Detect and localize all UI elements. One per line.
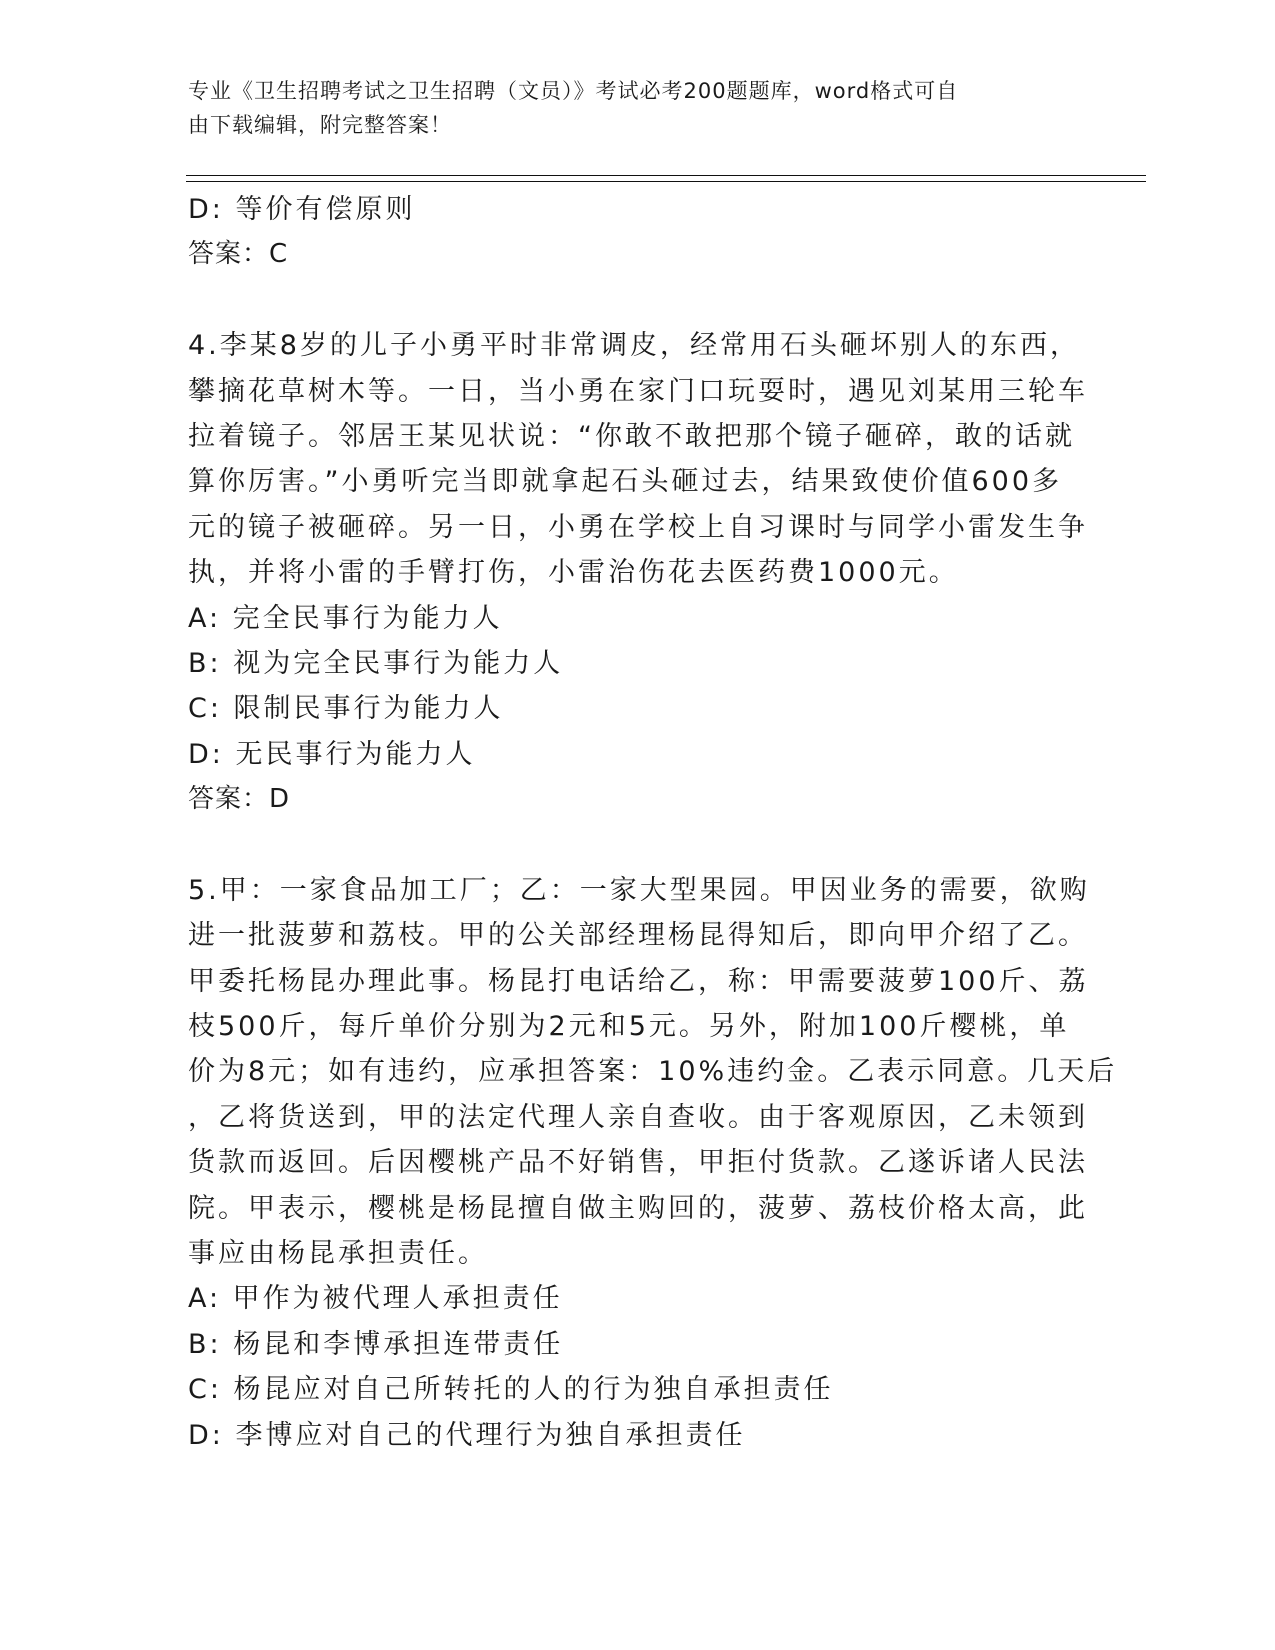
q4-option-d: D: 无民事行为能力人	[188, 738, 476, 770]
q5-stem-line: 进一批菠萝和荔枝。甲的公关部经理杨昆得知后，即向甲介绍了乙。	[188, 920, 1088, 952]
question-5	[188, 868, 1118, 1458]
q4-stem-line: 攀摘花草树木等。一日，当小勇在家门口玩耍时，遇见刘某用三轮车	[188, 375, 1088, 407]
q5-stem-line: ，乙将货送到，甲的法定代理人亲自查收。由于客观原因，乙未领到	[188, 1101, 1088, 1133]
q4-stem-line: 执，并将小雷的手臂打伤，小雷治伤花去医药费1000元。	[188, 557, 959, 589]
q4-option-a: A: 完全民事行为能力人	[188, 602, 503, 634]
document-header	[188, 74, 1088, 142]
spacer	[188, 278, 1088, 323]
question-4	[188, 323, 1088, 822]
q5-option-d: D: 李博应对自己的代理行为独自承担责任	[188, 1419, 746, 1451]
q5-stem-line: 事应由杨昆承担责任。	[188, 1237, 488, 1269]
q4-option-b: B: 视为完全民事行为能力人	[188, 647, 564, 679]
q5-option-c: C: 杨昆应对自己所转托的人的行为独自承担责任	[188, 1374, 834, 1406]
header-divider-top	[186, 175, 1146, 176]
prev-option-d: D: 等价有偿原则	[188, 194, 416, 225]
q4-stem-line: 拉着镜子。邻居王某见状说：“你敢不敢把那个镜子砸碎，敢的话就	[188, 420, 1075, 452]
q5-stem-line: 院。甲表示，樱桃是杨昆擅自做主购回的，菠萝、荔枝价格太高，此	[188, 1192, 1088, 1224]
q4-stem-line: 元的镜子被砸碎。另一日，小勇在学校上自习课时与同学小雷发生争	[188, 511, 1088, 543]
header-title-line-2: 由下载编辑，附完整答案！	[188, 113, 452, 137]
prev-answer: 答案：C	[188, 239, 289, 270]
document-body	[188, 187, 1118, 1458]
q4-stem-line: 4.李某8岁的儿子小勇平时非常调皮，经常用石头砸坏别人的东西，	[188, 330, 1080, 362]
header-title-line-1: 专业《卫生招聘考试之卫生招聘（文员）》考试必考200题题库，word格式可自	[188, 79, 959, 103]
q5-option-b: B: 杨昆和李博承担连带责任	[188, 1328, 564, 1360]
q4-answer: 答案：D	[188, 784, 291, 815]
q5-stem-line: 价为8元；如有违约，应承担答案：10%违约金。乙表示同意。几天后	[188, 1056, 1118, 1088]
header-divider-bottom	[186, 181, 1146, 182]
q5-stem-line: 货款而返回。后因樱桃产品不好销售，甲拒付货款。乙遂诉诸人民法	[188, 1147, 1088, 1179]
q5-stem-line: 5.甲：一家食品加工厂；乙：一家大型果园。甲因业务的需要，欲购	[188, 874, 1090, 906]
q4-stem-line: 算你厉害。”小勇听完当即就拿起石头砸过去，结果致使价值600多	[188, 466, 1063, 498]
q5-option-a: A: 甲作为被代理人承担责任	[188, 1283, 563, 1315]
spacer	[188, 822, 1088, 867]
q5-stem-line: 枝500斤，每斤单价分别为2元和5元。另外，附加100斤樱桃，单	[188, 1011, 1070, 1043]
q5-stem-line: 甲委托杨昆办理此事。杨昆打电话给乙，称：甲需要菠萝100斤、荔	[188, 965, 1089, 997]
q4-option-c: C: 限制民事行为能力人	[188, 693, 504, 725]
